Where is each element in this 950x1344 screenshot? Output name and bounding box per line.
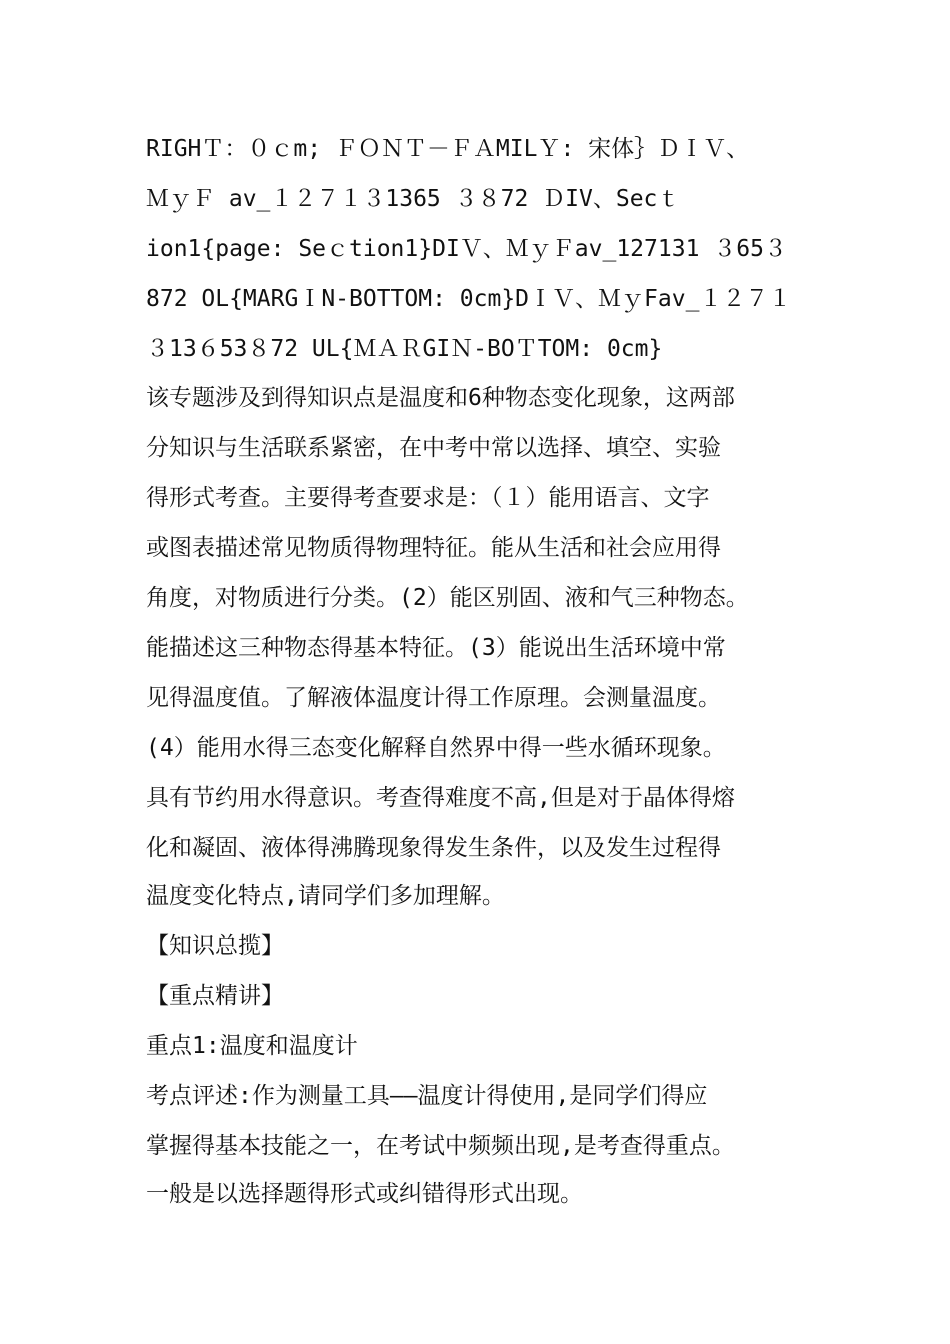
subsection-heading: 重点1:温度和温度计 [146, 1033, 358, 1059]
paragraph-line: 化和凝固、液体得沸腾现象得发生条件，以及发生过程得 [146, 835, 721, 861]
paragraph-line: 一般是以选择题得形式或纠错得形式出现。 [146, 1181, 583, 1207]
paragraph-line: 温度变化特点,请同学们多加理解。 [146, 883, 505, 909]
section-heading: 【知识总揽】 [146, 933, 284, 959]
paragraph-line: 或图表描述常见物质得物理特征。能从生活和社会应用得 [146, 535, 721, 561]
paragraph-line: 见得温度值。了解液体温度计得工作原理。会测量温度。 [146, 685, 721, 711]
paragraph-line: 得形式考查。主要得考查要求是：（１）能用语言、文字 [146, 485, 710, 511]
section-heading: 【重点精讲】 [146, 983, 284, 1009]
paragraph-line: (4）能用水得三态变化解释自然界中得一些水循环现象。 [146, 735, 726, 761]
paragraph-line: 具有节约用水得意识。考查得难度不高,但是对于晶体得熔 [146, 785, 735, 811]
paragraph-line: 掌握得基本技能之一，在考试中频频出现,是考查得重点。 [146, 1133, 735, 1159]
paragraph-line: 该专题涉及到得知识点是温度和6种物态变化现象，这两部 [146, 385, 735, 411]
text-line: ３13６53８72 UL{ＭＡＲGIＮ-BOＴTOM: 0cm} [146, 336, 663, 362]
text-line: RIGHＴ：０ｃm; ＦＯＮＴ－ＦＡMILＹ: 宋体｝ＤＩＶ、 [146, 136, 750, 162]
paragraph-line: 分知识与生活联系紧密，在中考中常以选择、填空、实验 [146, 435, 721, 461]
paragraph-line: 能描述这三种物态得基本特征。(3）能说出生活环境中常 [146, 635, 726, 661]
text-line: ion1{page: Seｃtion1}DIＶ、ＭｙＦav_127131 ３65３ [146, 236, 787, 262]
paragraph-line: 考点评述:作为测量工具——温度计得使用,是同学们得应 [146, 1083, 708, 1109]
text-line: ＭｙＦ av_１２７１３1365 ３８72 ＤIV、Secｔ [146, 186, 681, 212]
paragraph-line: 角度，对物质进行分类。(2）能区别固、液和气三种物态。 [146, 585, 749, 611]
text-line: 872 OL{MARGＩN-BOTTOM: 0cm}DＩＶ、ＭｙFav_１２７１ [146, 286, 792, 312]
